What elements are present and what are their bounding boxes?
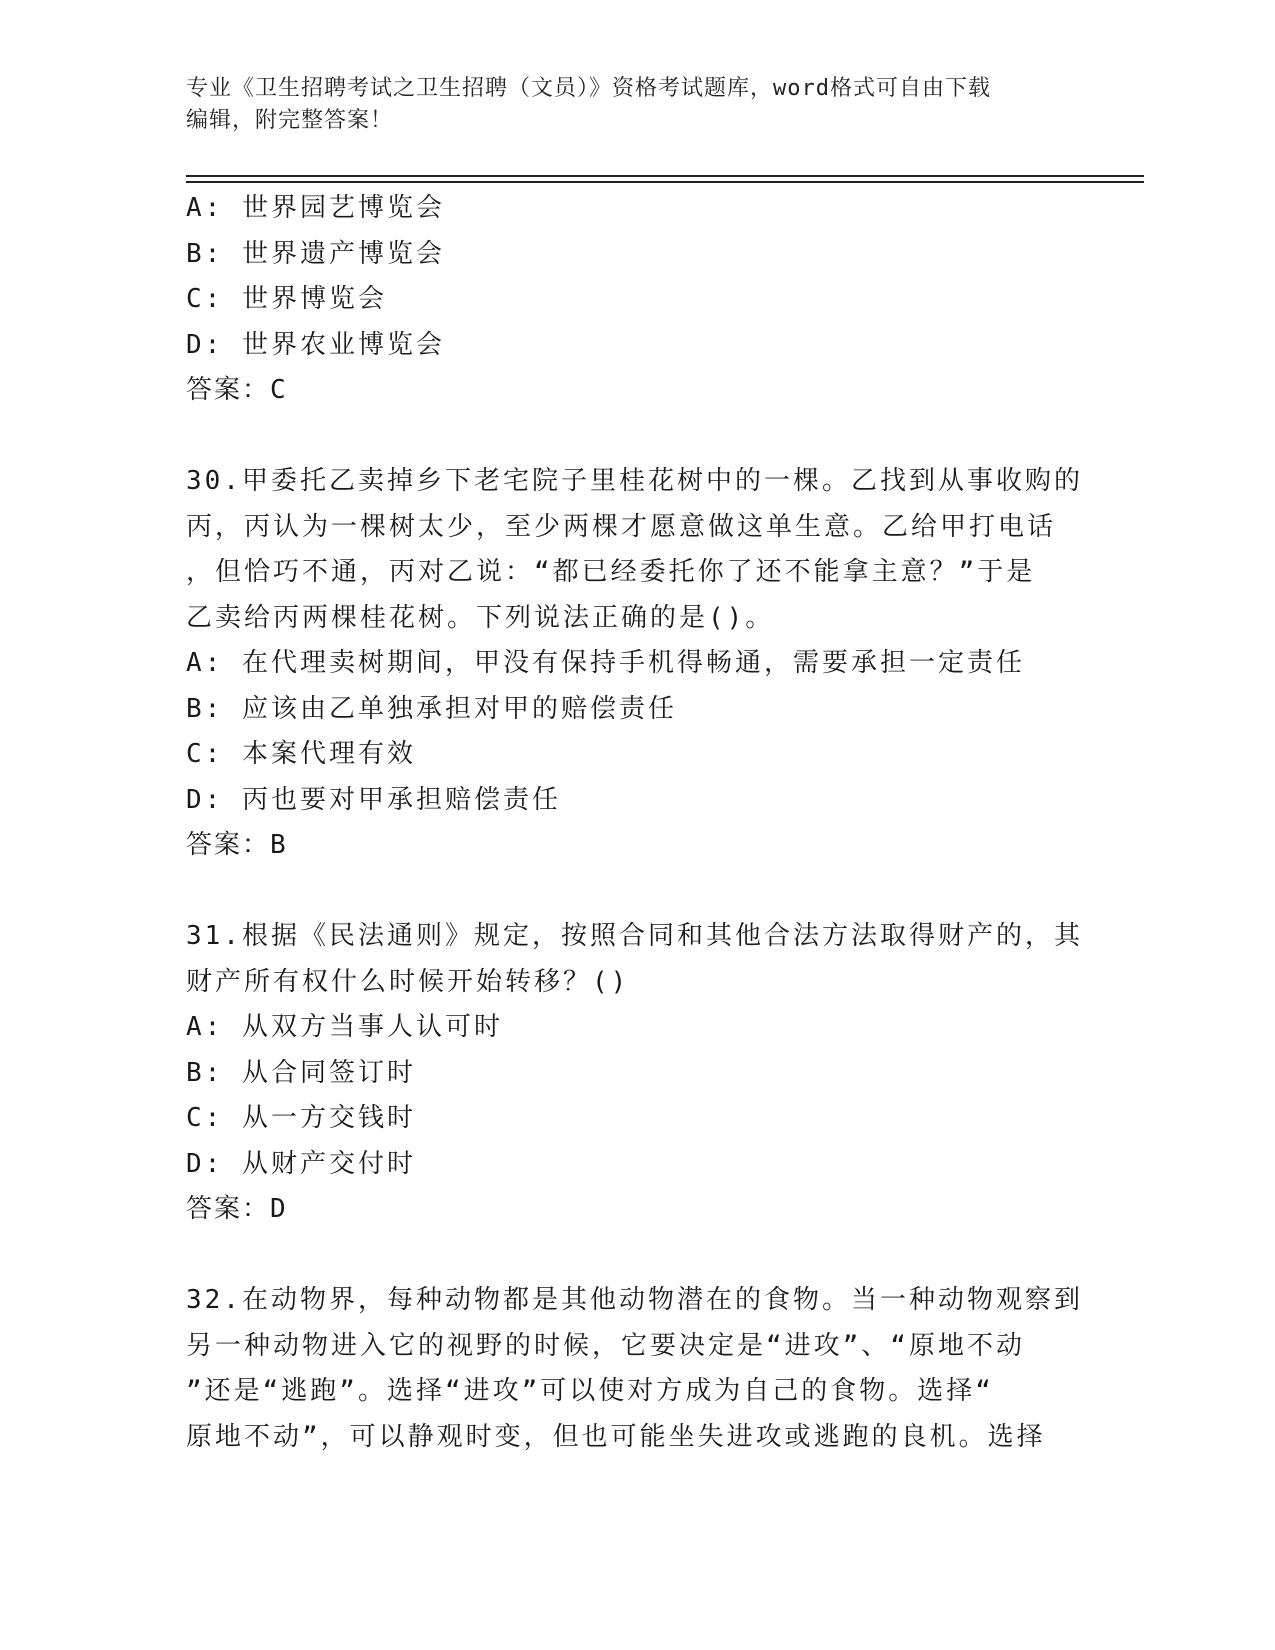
option-a: A: 从双方当事人认可时 bbox=[186, 1012, 503, 1042]
header-line-2: 编辑，附完整答案！ bbox=[186, 108, 394, 133]
option-c: C: 从一方交钱时 bbox=[186, 1103, 416, 1133]
answer: 答案：B bbox=[186, 830, 288, 860]
answer: 答案：C bbox=[186, 375, 288, 405]
question-32 bbox=[186, 1278, 1086, 1460]
question-29 bbox=[186, 186, 1086, 414]
question-30 bbox=[186, 459, 1086, 869]
header-rule-bottom bbox=[186, 181, 1144, 183]
option-c: C: 世界博览会 bbox=[186, 284, 387, 314]
option-b: B: 应该由乙单独承担对甲的赔偿责任 bbox=[186, 693, 677, 724]
option-a: A: 世界园艺博览会 bbox=[186, 193, 445, 223]
question-text-line: 32.在动物界，每种动物都是其他动物潜在的食物。当一种动物观察到 bbox=[186, 1285, 1083, 1315]
header-line-1: 专业《卫生招聘考试之卫生招聘（文员）》资格考试题库，word格式可自由下载 bbox=[186, 76, 991, 101]
option-b: B: 从合同签订时 bbox=[186, 1057, 416, 1088]
answer: 答案：D bbox=[186, 1194, 288, 1224]
question-text-line: ”还是“逃跑”。选择“进攻”可以使对方成为自己的食物。选择“ bbox=[186, 1376, 994, 1406]
question-text-line: 31.根据《民法通则》规定，按照合同和其他合法方法取得财产的，其 bbox=[186, 921, 1083, 951]
option-b: B: 世界遗产博览会 bbox=[186, 238, 445, 269]
spacer bbox=[186, 869, 1086, 915]
option-d: D: 从财产交付时 bbox=[186, 1148, 416, 1179]
option-d: D: 世界农业博览会 bbox=[186, 329, 445, 360]
option-a: A: 在代理卖树期间，甲没有保持手机得畅通，需要承担一定责任 bbox=[186, 648, 1025, 678]
question-text-line: ，但恰巧不通，丙对乙说：“都已经委托你了还不能拿主意？”于是 bbox=[186, 557, 1036, 587]
question-text-line: 另一种动物进入它的视野的时候，它要决定是“进攻”、“原地不动 bbox=[186, 1330, 1025, 1361]
question-text-line: 30.甲委托乙卖掉乡下老宅院子里桂花树中的一棵。乙找到从事收购的 bbox=[186, 466, 1083, 496]
header-rule-top bbox=[186, 175, 1144, 177]
option-d: D: 丙也要对甲承担赔偿责任 bbox=[186, 784, 561, 815]
document-header bbox=[186, 73, 1086, 137]
spacer bbox=[186, 1233, 1086, 1279]
question-text-line: 丙，丙认为一棵树太少，至少两棵才愿意做这单生意。乙给甲打电话 bbox=[186, 511, 1057, 542]
question-text-line: 乙卖给丙两棵桂花树。下列说法正确的是()。 bbox=[186, 602, 775, 633]
question-text-line: 财产所有权什么时候开始转移？() bbox=[186, 966, 630, 997]
option-c: C: 本案代理有效 bbox=[186, 739, 416, 769]
question-text-line: 原地不动”，可以静观时变，但也可能坐失进攻或逃跑的良机。选择 bbox=[186, 1421, 1046, 1452]
question-31 bbox=[186, 914, 1086, 1233]
spacer bbox=[186, 414, 1086, 460]
question-list bbox=[186, 186, 1086, 1460]
